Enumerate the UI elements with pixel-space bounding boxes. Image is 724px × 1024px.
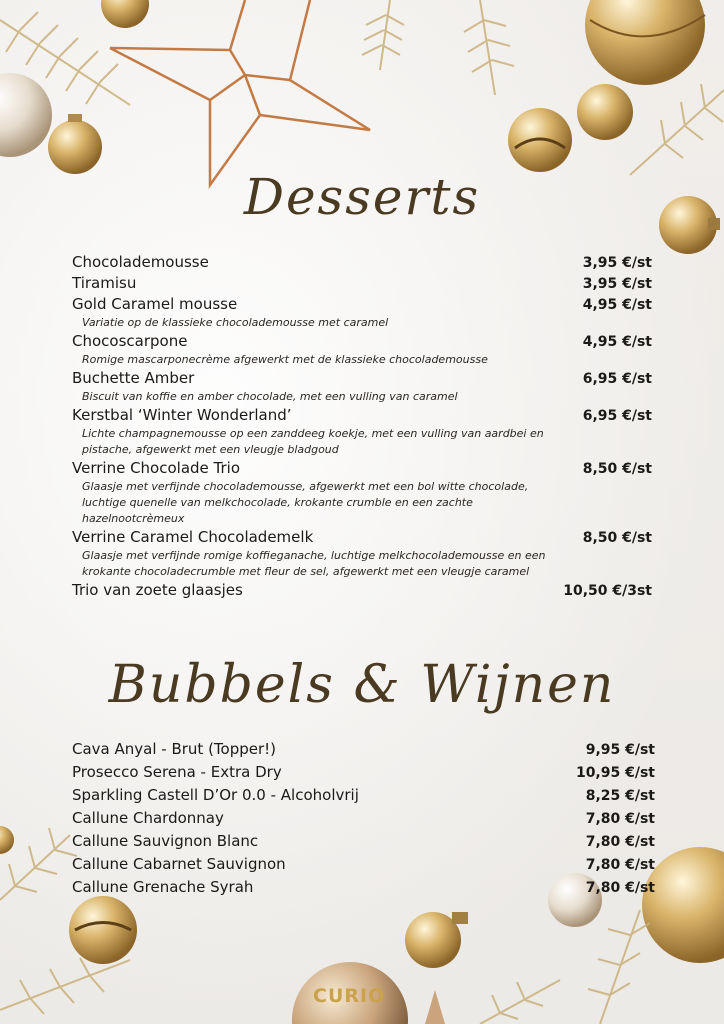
item-name: Buchette Amber bbox=[72, 369, 195, 387]
menu-item bbox=[72, 761, 655, 784]
item-price: 8,50 €/st bbox=[582, 530, 652, 546]
item-price: 7,80 €/st bbox=[585, 834, 655, 850]
item-price: 8,25 €/st bbox=[585, 788, 655, 804]
item-name: Verrine Caramel Chocolademelk bbox=[72, 528, 314, 546]
item-price: 3,95 €/st bbox=[582, 255, 652, 271]
item-price: 8,50 €/st bbox=[582, 461, 652, 477]
pine-branch-icon bbox=[630, 84, 724, 175]
menu-item bbox=[72, 368, 652, 405]
item-description: Lichte champagnemousse op een zanddeeg koekje, met een vulling van aardbei en pistache, afgewerkt met een vleugje bladgoud bbox=[82, 427, 544, 456]
item-price: 7,80 €/st bbox=[585, 857, 655, 873]
item-name: Trio van zoete glaasjes bbox=[72, 581, 243, 599]
item-price: 9,95 €/st bbox=[585, 742, 655, 758]
item-name: Callune Cabarnet Sauvignon bbox=[72, 855, 286, 873]
wines-title: Bubbels & Wijnen bbox=[108, 655, 616, 715]
item-name: Kerstbal ‘Winter Wonderland’ bbox=[72, 406, 292, 424]
item-name: Callune Sauvignon Blanc bbox=[72, 832, 259, 850]
item-price: 4,95 €/st bbox=[582, 334, 652, 350]
desserts-title: Desserts bbox=[243, 168, 481, 226]
item-price: 6,95 €/st bbox=[582, 408, 652, 424]
item-name: Prosecco Serena - Extra Dry bbox=[72, 763, 282, 781]
star-icon bbox=[110, 0, 370, 185]
item-price: 7,80 €/st bbox=[585, 811, 655, 827]
item-name: Verrine Chocolade Trio bbox=[72, 459, 240, 477]
item-name: Tiramisu bbox=[72, 274, 137, 292]
item-name: Callune Grenache Syrah bbox=[72, 878, 254, 896]
menu-item bbox=[72, 876, 655, 899]
item-name: Callune Chardonnay bbox=[72, 809, 224, 827]
menu-item bbox=[72, 405, 652, 458]
item-name: Chocolademousse bbox=[72, 253, 209, 271]
item-price: 10,95 €/st bbox=[575, 765, 655, 781]
menu-item bbox=[72, 784, 655, 807]
ornament-icon bbox=[0, 0, 149, 174]
item-name: Chocoscarpone bbox=[72, 332, 188, 350]
item-description: Glaasje met verfijnde romige koffieganache, luchtige melkchocolademousse en een krokante chocoladecrumble met fleur de sel, afgewerkt met een vleugje caramel bbox=[82, 549, 546, 578]
menu-item bbox=[72, 458, 652, 527]
item-price: 3,95 €/st bbox=[582, 276, 652, 292]
item-name: Cava Anyal - Brut (Topper!) bbox=[72, 740, 277, 758]
item-price: 7,80 €/st bbox=[585, 880, 655, 896]
menu-item bbox=[72, 830, 655, 853]
menu-item bbox=[72, 331, 652, 368]
pine-branch-icon bbox=[362, 0, 514, 95]
item-price: 10,50 €/3st bbox=[563, 583, 652, 599]
menu-item bbox=[72, 807, 655, 830]
desserts-menu bbox=[72, 252, 652, 601]
curio-logo: CURIO bbox=[313, 985, 386, 1007]
menu-item bbox=[72, 252, 652, 273]
menu-item bbox=[72, 527, 652, 580]
menu-item bbox=[72, 580, 652, 601]
item-description: Romige mascarponecrème afgewerkt met de klassieke chocolademousse bbox=[82, 353, 488, 366]
item-name: Gold Caramel mousse bbox=[72, 295, 238, 313]
menu-item bbox=[72, 273, 652, 294]
item-price: 6,95 €/st bbox=[582, 371, 652, 387]
item-name: Sparkling Castell D’Or 0.0 - Alcoholvrij bbox=[72, 786, 359, 804]
menu-item bbox=[72, 738, 655, 761]
item-description: Glaasje met verfijnde chocolademousse, afgewerkt met een bol witte chocolade, luchtige quenelle van melkchocolade, krokante crumble en een zachte hazelnootcrèmeux bbox=[82, 480, 529, 525]
wines-menu bbox=[72, 738, 655, 899]
menu-item bbox=[72, 853, 655, 876]
menu-item bbox=[72, 294, 652, 331]
item-price: 4,95 €/st bbox=[582, 297, 652, 313]
item-description: Variatie op de klassieke chocolademousse met caramel bbox=[82, 316, 389, 329]
item-description: Biscuit van koffie en amber chocolade, met een vulling van caramel bbox=[82, 390, 458, 403]
